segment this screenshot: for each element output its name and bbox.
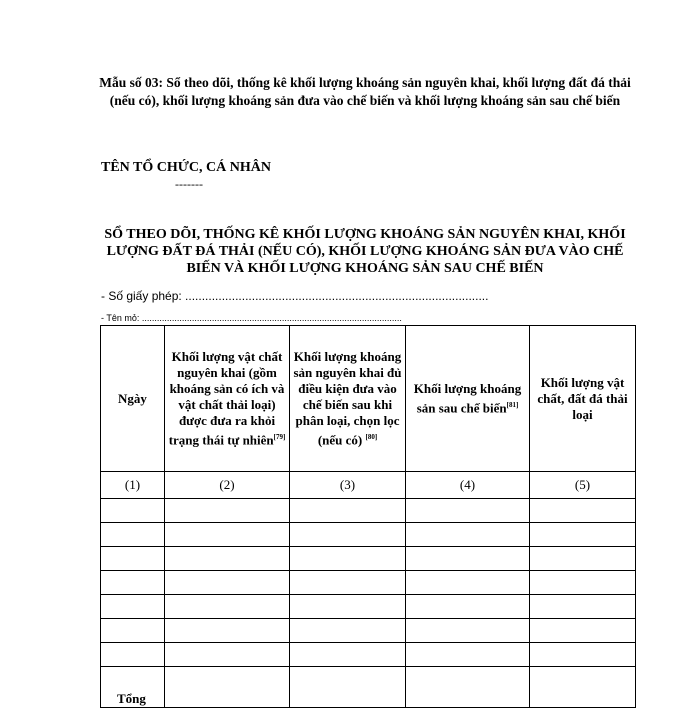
table-row — [101, 547, 636, 571]
organization-name: TÊN TỔ CHỨC, CÁ NHÂN — [101, 160, 271, 175]
header-qualified-ore: Khối lượng khoáng sản nguyên khai đủ điều kiện đưa vào chế biến sau khi phân loại, chọn lọc (nếu có) [80] — [290, 326, 406, 472]
form-title: Mẫu số 03: Sổ theo dõi, thống kê khối lượng khoáng sản nguyên khai, khối lượng đất đá thải (nếu có), khối lượng khoáng sản đưa vào chế biến và khối lượng khoáng sản sau chế biến — [99, 75, 631, 108]
table-header-row — [101, 326, 636, 472]
table-row — [101, 595, 636, 619]
header-processed-mineral: Khối lượng khoáng sản sau chế biến[81] — [406, 326, 530, 472]
column-number: (1) — [101, 472, 165, 499]
mine-name-line: - Tên mỏ: ........................................................................................................ — [101, 313, 402, 323]
book-title: SỔ THEO DÕI, THỐNG KÊ KHỐI LƯỢNG KHOÁNG SẢN NGUYÊN KHAI, KHỐI LƯỢNG ĐẤT ĐÁ THẢI (NẾU CÓ), KHỐI LƯỢNG KHOÁNG SẢN ĐƯA VÀO CHẾ BIẾN VÀ KHỐI LƯỢNG KHOÁNG SẢN SAU CHẾ BIẾN — [104, 227, 626, 276]
column-number: (4) — [406, 472, 530, 499]
column-number: (5) — [530, 472, 636, 499]
header-waste-material: Khối lượng vật chất, đất đá thải loại — [530, 326, 636, 472]
total-row — [101, 667, 636, 708]
table-row — [101, 523, 636, 547]
license-number-line: - Số giấy phép: ........................................................................................... — [101, 289, 489, 303]
table-row — [101, 643, 636, 667]
footnote-ref: [80] — [365, 432, 378, 441]
header-date: Ngày — [101, 326, 165, 472]
organization-divider: ------- — [175, 177, 203, 191]
column-number: (2) — [165, 472, 290, 499]
column-number-row — [101, 472, 636, 499]
table-row — [101, 499, 636, 523]
total-label: Tổng — [101, 667, 165, 708]
table-row — [101, 571, 636, 595]
statistics-table — [100, 325, 636, 708]
footnote-ref: [81] — [506, 400, 519, 409]
footnote-ref: [79] — [273, 432, 286, 441]
header-raw-material: Khối lượng vật chất nguyên khai (gồm khoáng sản có ích và vật chất thải loại) được đưa ra khỏi trạng thái tự nhiên[79] — [165, 326, 290, 472]
table-row — [101, 619, 636, 643]
column-number: (3) — [290, 472, 406, 499]
